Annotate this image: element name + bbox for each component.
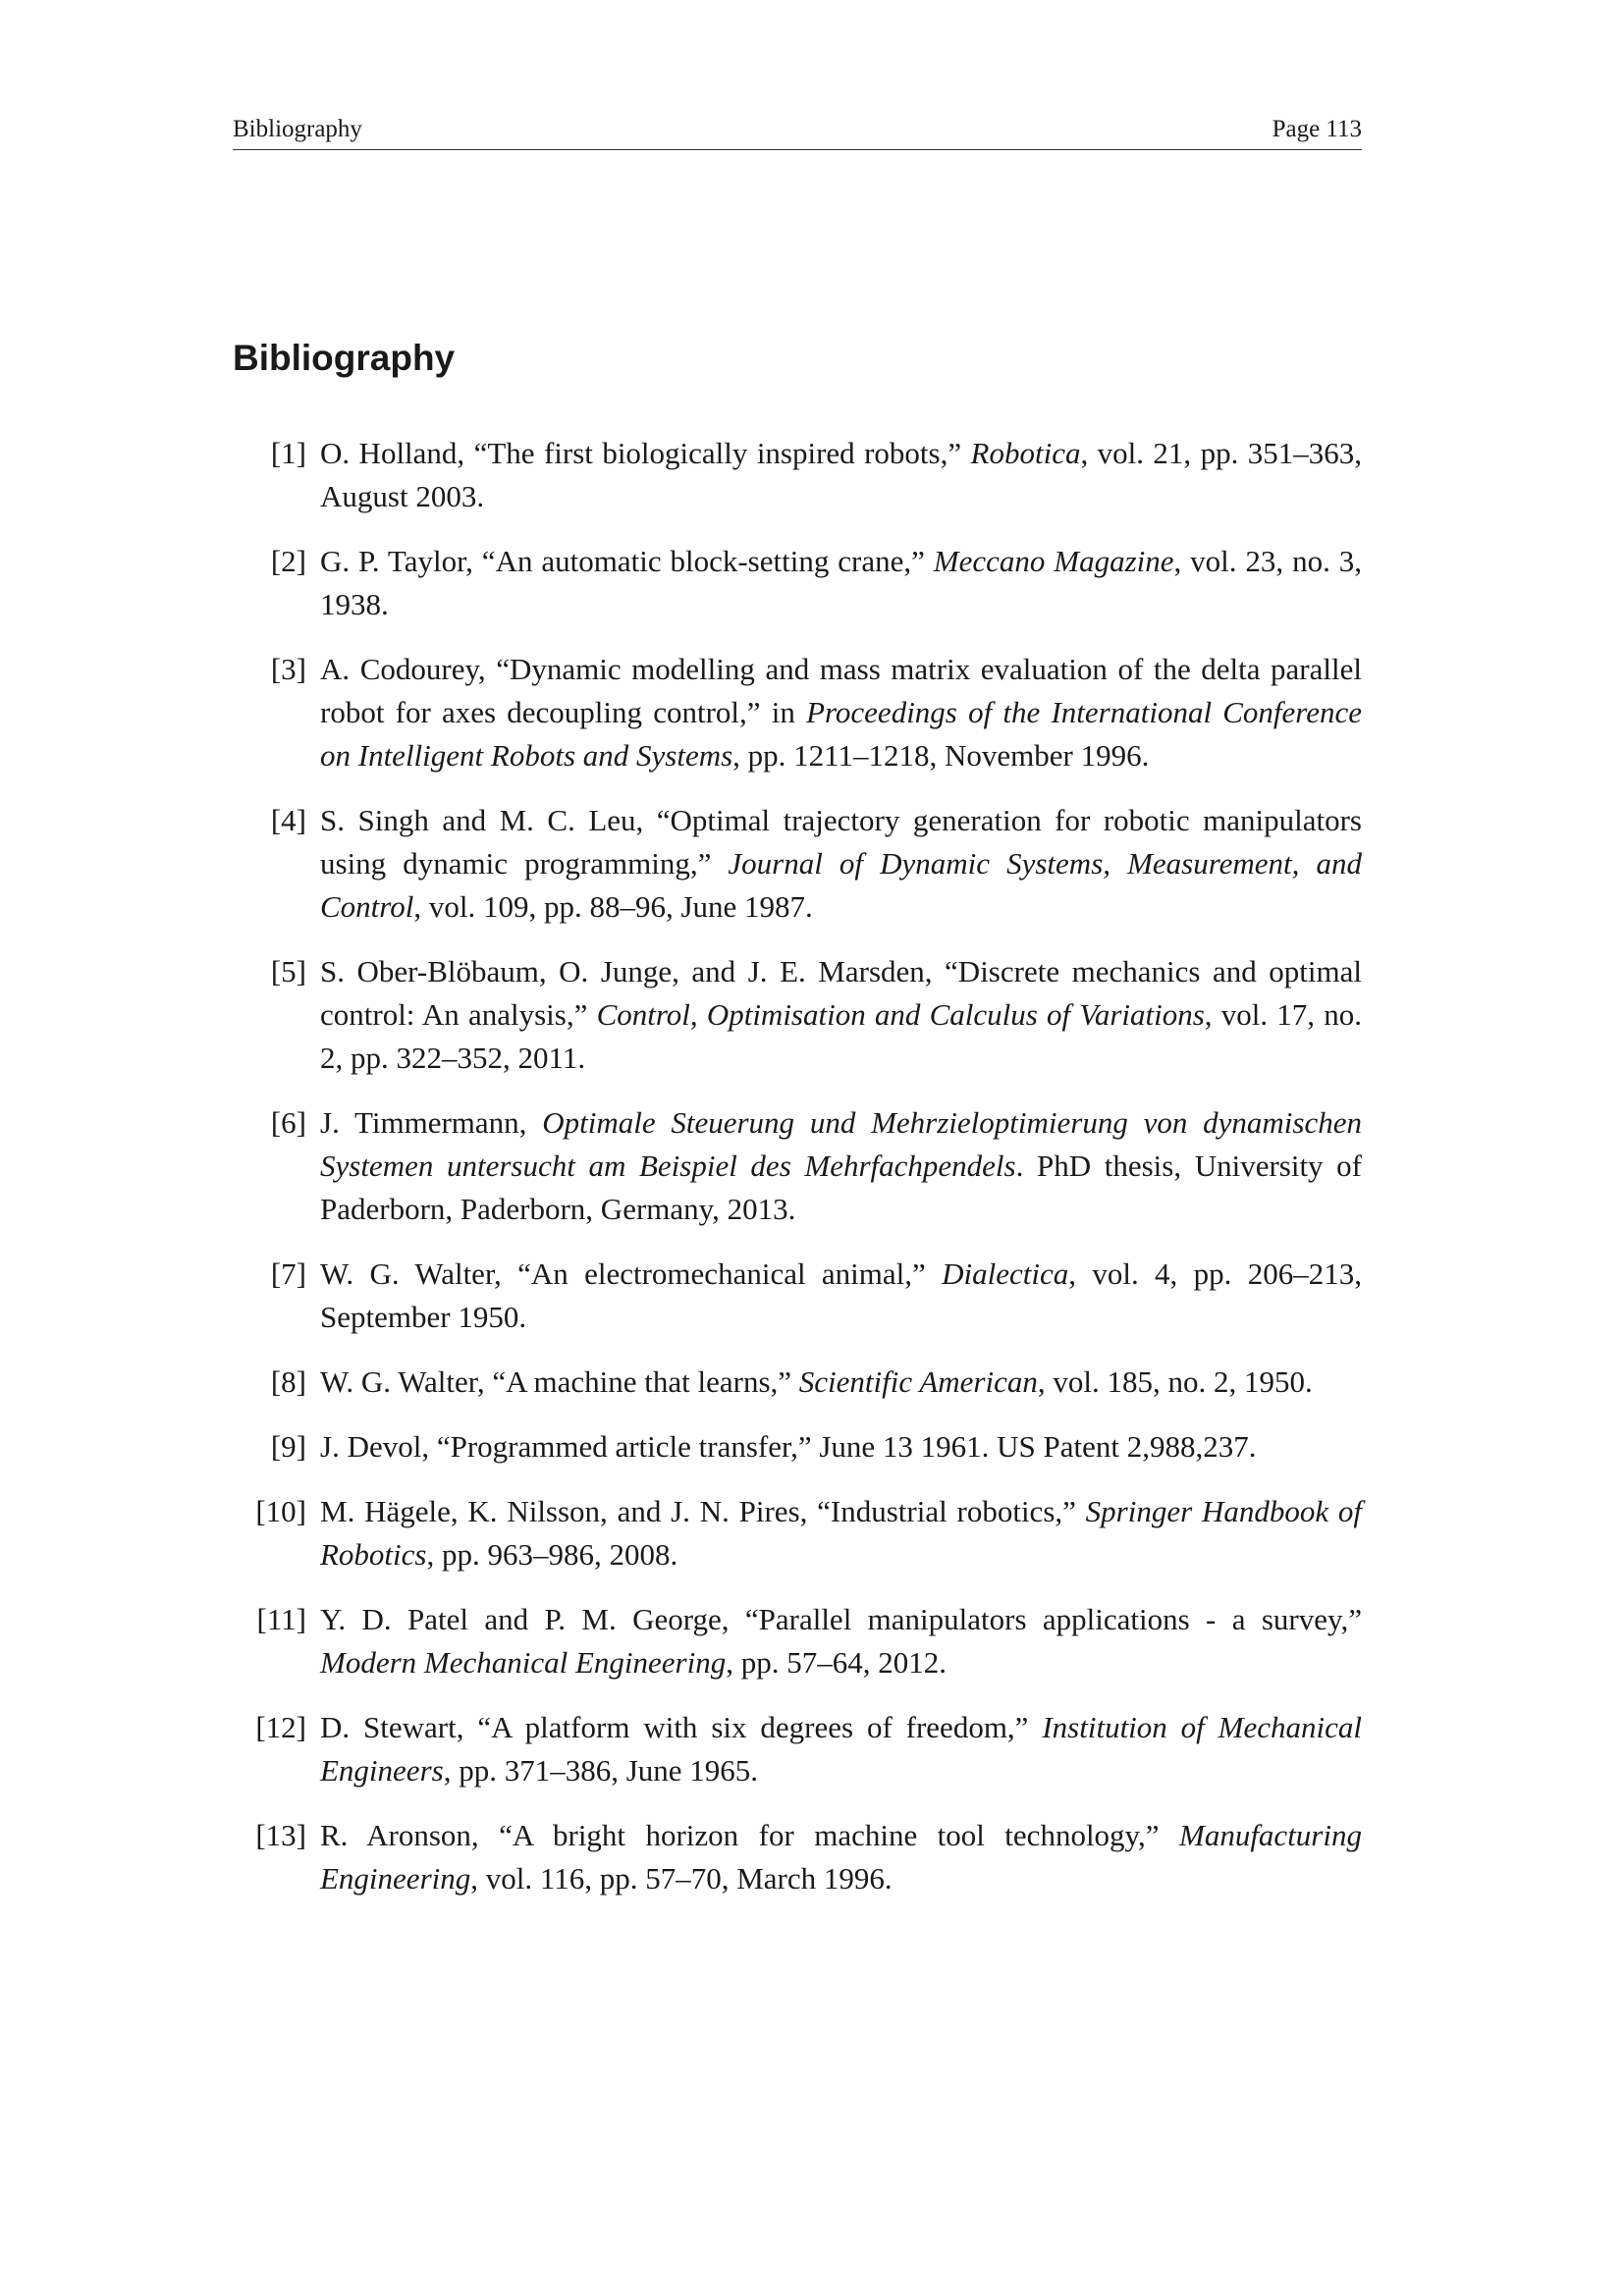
entry-text [320,1602,1362,1680]
entry-details: , vol. 185, no. 2, 1950. [1037,1364,1313,1399]
entry-label: [10] [255,1494,306,1528]
entry-venue: Dialectica [942,1256,1069,1291]
bibliography-entry [233,1706,1362,1792]
bibliography-entry [233,1361,1362,1404]
entry-authors-title: D. Stewart, “A platform with six degrees of freedom,” [320,1710,1043,1744]
entry-text [320,1256,1362,1334]
entry-venue: Scientific American [798,1364,1038,1399]
entry-text [320,954,1362,1075]
entry-details: , pp. 57–64, 2012. [726,1645,947,1680]
entry-text [320,544,1362,621]
entry-details: , pp. 963–986, 2008. [426,1537,678,1572]
entry-authors-title: A. Codourey, “Dynamic modelling and mass matrix evaluation of the delta parallel robot for axes decoupling control,” in [320,652,1362,729]
entry-venue: Manufacturing Engineering [320,1818,1362,1896]
bibliography-list [233,432,1362,1922]
entry-venue: Institution of Mechanical Engineers [320,1710,1363,1788]
entry-label: [5] [270,954,306,988]
entry-text [320,652,1362,773]
bibliography-entry [233,1490,1362,1576]
entry-text [320,1710,1362,1788]
entry-text [320,436,1362,513]
entry-label: [13] [255,1818,306,1852]
entry-text [320,803,1362,924]
entry-authors-title: W. G. Walter, “An electromechanical animal,” [320,1256,943,1291]
entry-label: [11] [256,1602,306,1636]
bibliography-entry [233,1425,1362,1468]
entry-venue: Proceedings of the International Conference on Intelligent Robots and Systems [320,695,1362,773]
entry-authors-title: Y. D. Patel and P. M. George, “Parallel manipulators applications - a survey,” [320,1602,1362,1636]
entry-text [320,1364,1313,1399]
entry-label: [6] [270,1105,306,1140]
bibliography-entry [233,799,1362,929]
entry-venue: Meccano Magazine [933,544,1174,578]
entry-text [320,1105,1362,1226]
entry-details: , vol. 4, pp. 206–213, September 1950. [320,1256,1362,1334]
entry-details: , vol. 17, no. 2, pp. 322–352, 2011. [320,997,1362,1075]
entry-label: [2] [270,544,306,578]
entry-venue: Control, Optimisation and Calculus of Variations [596,997,1205,1032]
entry-authors-title: S. Singh and M. C. Leu, “Optimal trajectory generation for robotic manipulators using dynamic programming,” [320,803,1362,881]
bibliography-entry [233,540,1362,626]
bibliography-entry [233,1101,1362,1231]
entry-details: , pp. 1211–1218, November 1996. [732,738,1150,773]
entry-venue: Springer Handbook of Robotics [320,1494,1362,1572]
entry-text [320,1818,1362,1896]
entry-authors-title: J. Timmermann, [320,1105,543,1140]
entry-label: [7] [270,1256,306,1291]
running-header [233,110,1362,150]
entry-authors-title: R. Aronson, “A bright horizon for machine tool technology,” [320,1818,1179,1852]
bibliography-entry [233,1253,1362,1339]
entry-label: [8] [270,1364,306,1399]
entry-text [320,1429,1257,1464]
running-header-page-number: Page 113 [1272,116,1362,142]
entry-authors-title: S. Ober-Blöbaum, O. Junge, and J. E. Marsden, “Discrete mechanics and optimal control: An analysis,” [320,954,1362,1032]
entry-label: [1] [270,436,306,470]
entry-details: , vol. 109, pp. 88–96, June 1987. [413,889,813,924]
entry-details: , vol. 23, no. 3, 1938. [320,544,1362,621]
entry-venue: Journal of Dynamic Systems, Measurement, and Control [320,846,1362,924]
section-title: Bibliography [233,338,456,378]
bibliography-entry [233,950,1362,1080]
entry-details: , vol. 116, pp. 57–70, March 1996. [470,1861,893,1896]
running-header-chapter: Bibliography [233,116,362,142]
bibliography-entry [233,432,1362,518]
entry-authors-title: J. Devol, “Programmed article transfer,” June 13 1961. US Patent 2,988,237. [320,1429,1257,1464]
entry-label: [3] [270,652,306,686]
bibliography-entry [233,1598,1362,1684]
entry-label: [9] [270,1429,306,1464]
entry-authors-title: M. Hägele, K. Nilsson, and J. N. Pires, “Industrial robotics,” [320,1494,1086,1528]
entry-details: , vol. 21, pp. 351–363, August 2003. [320,436,1362,513]
entry-authors-title: W. G. Walter, “A machine that learns,” [320,1364,799,1399]
entry-venue: Modern Mechanical Engineering [320,1645,727,1680]
entry-venue: Robotica [970,436,1081,470]
bibliography-entry [233,1814,1362,1900]
entry-venue: Optimale Steuerung und Mehrzieloptimierung von dynamischen Systemen untersucht am Beispiel des Mehrfachpendels [320,1105,1362,1183]
entry-label: [12] [255,1710,306,1744]
entry-text [320,1494,1362,1572]
entry-authors-title: G. P. Taylor, “An automatic block-setting crane,” [320,544,934,578]
entry-label: [4] [270,803,306,837]
entry-details: , pp. 371–386, June 1965. [443,1753,759,1788]
entry-details: . PhD thesis, University of Paderborn, Paderborn, Germany, 2013. [320,1148,1363,1226]
bibliography-entry [233,648,1362,777]
entry-authors-title: O. Holland, “The first biologically inspired robots,” [320,436,971,470]
